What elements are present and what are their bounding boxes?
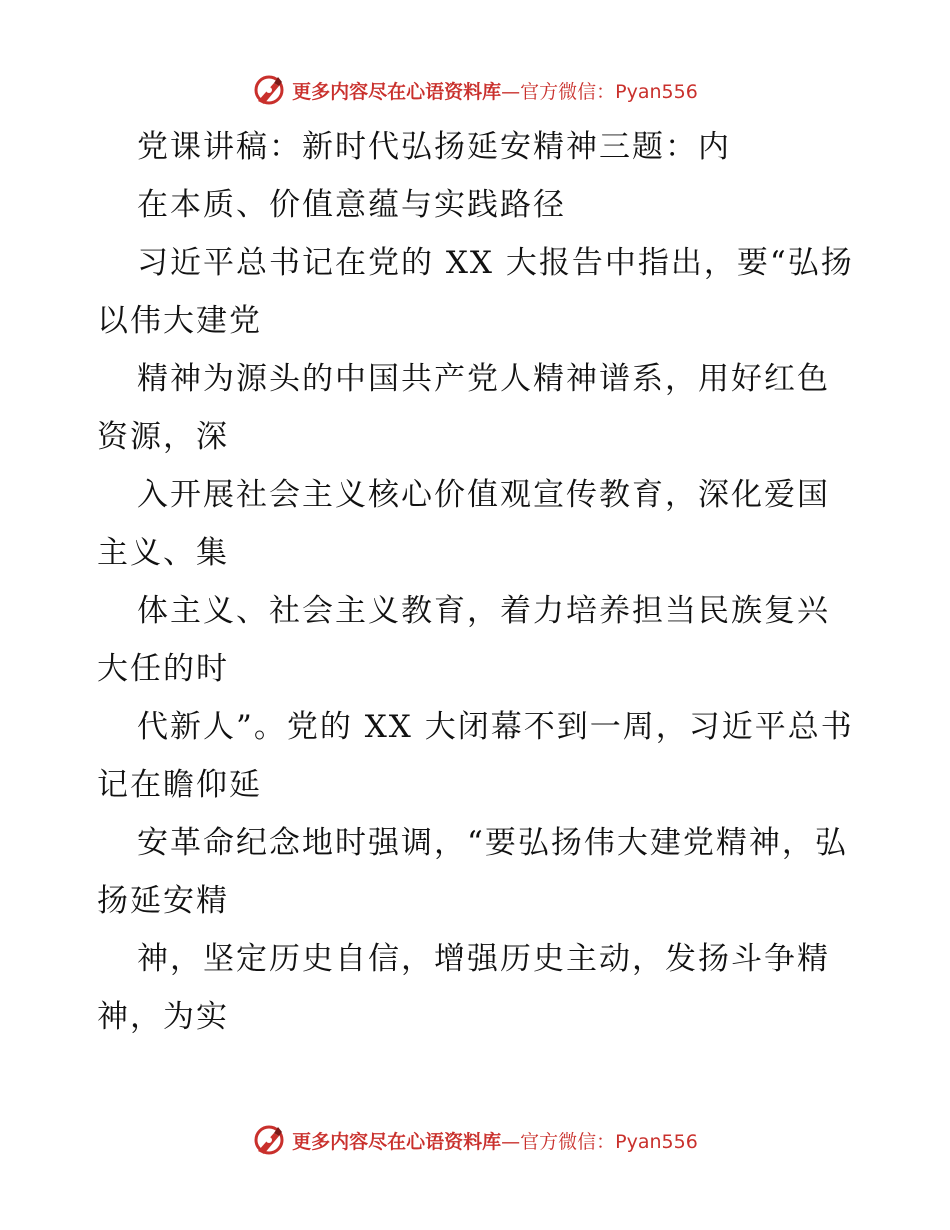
document-title-line-2: 在本质、价值意蕴与实践路径 [137,187,566,223]
banner-text: 更多内容尽在心语资料库 [292,80,502,103]
banner-separator: — [501,80,521,103]
footer-watermark [0,1120,950,1160]
paragraph: 习近平总书记在党的 XX 大报告中指出，要“弘扬以伟大建党 [97,245,854,339]
paragraph: 代新人”。党的 XX 大闭幕不到一周，习近平总书记在瞻仰延 [97,709,854,803]
banner-account: 官方微信：Pyan556 [520,1130,698,1153]
pen-logo-icon [252,73,286,107]
banner-account: 官方微信：Pyan556 [520,80,698,103]
pen-logo-icon [252,1123,286,1157]
header-watermark [0,70,950,110]
banner-separator: — [501,1130,521,1153]
paragraph: 入开展社会主义核心价值观宣传教育，深化爱国主义、集 [97,477,830,571]
paragraph: 神，坚定历史自信，增强历史主动，发扬斗争精神，为实 [97,941,830,1035]
paragraph: 体主义、社会主义教育，着力培养担当民族复兴大任的时 [97,593,830,687]
paragraph: 精神为源头的中国共产党人精神谱系，用好红色资源，深 [97,361,830,455]
document-body [97,118,857,1046]
banner-text: 更多内容尽在心语资料库 [292,1130,502,1153]
paragraph: 安革命纪念地时强调，“要弘扬伟大建党精神，弘扬延安精 [97,825,848,919]
document-title-line-1: 党课讲稿：新时代弘扬延安精神三题：内 [137,129,731,165]
